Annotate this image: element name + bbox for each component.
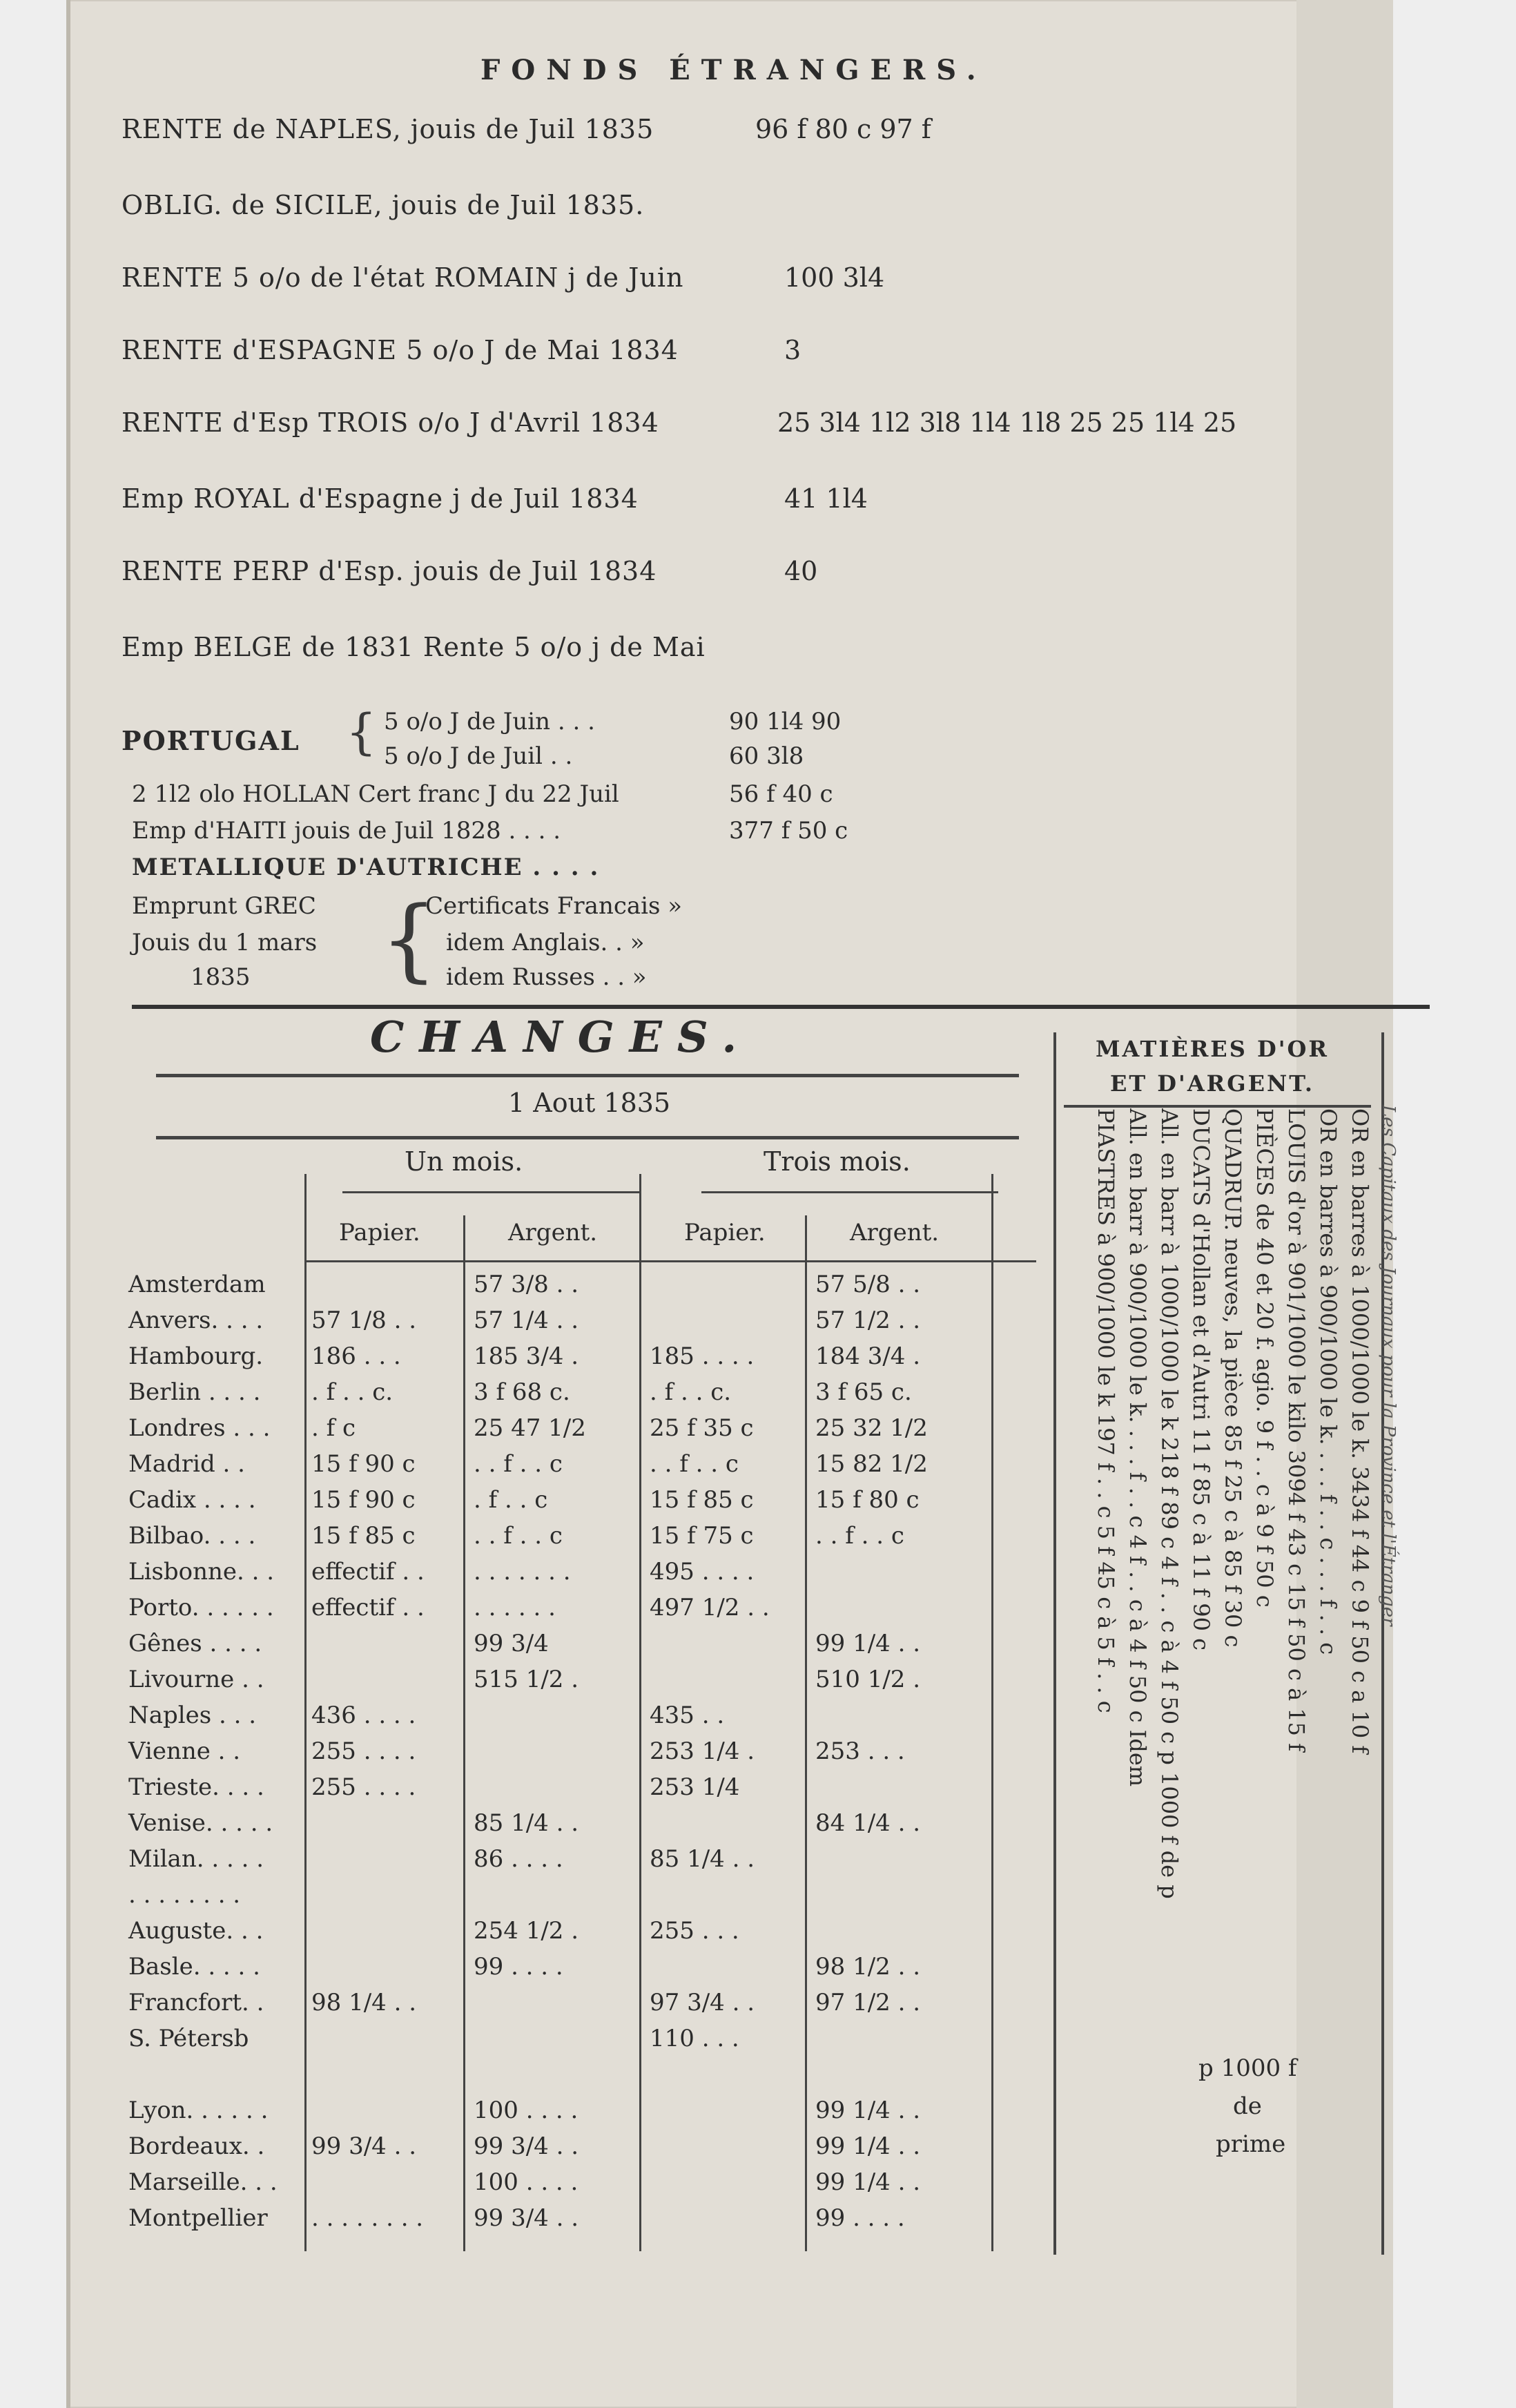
rate-cell: . . f . . c	[650, 1450, 739, 1478]
col-head-argent-1: Argent.	[508, 1219, 598, 1246]
rate-cell: 110 . . .	[650, 2025, 739, 2052]
portugal-label: PORTUGAL	[122, 725, 300, 756]
group-rule	[342, 1191, 639, 1193]
fe-label: RENTE PERP d'Esp. jouis de Juil 1834	[122, 556, 657, 586]
rate-cell: 15 f 90 c	[311, 1486, 416, 1514]
rate-cell: 57 3/8 . .	[474, 1271, 579, 1298]
matiere-line: QUADRUP. neuves, la pièce 85 f 25 c à 85 f 30 c	[1220, 1108, 1246, 1648]
city-name: Porto. . . . . .	[128, 1594, 274, 1621]
grec-left-1: Emprunt GREC	[132, 892, 316, 920]
rate-cell: . . f . . c	[815, 1522, 904, 1550]
prime-3: prime	[1216, 2130, 1286, 2158]
fe-label: Emp BELGE de 1831 Rente 5 o/o j de Mai	[122, 632, 706, 662]
rate-cell: 495 . . . .	[650, 1558, 755, 1586]
col-head-papier-1: Papier.	[339, 1219, 420, 1246]
grec-right-1: Certificats Francais »	[425, 892, 683, 920]
matiere-line: LOUIS d'or à 901/1000 le kilo 3094 f 43 c 15 f 50 c à 15 f	[1283, 1108, 1310, 1752]
rate-cell: 84 1/4 . .	[815, 1809, 921, 1837]
city-name: Basle. . . . .	[128, 1953, 260, 1981]
city-name: Cadix . . . .	[128, 1486, 256, 1514]
portugal-value-1: 90 1l4 90	[729, 708, 842, 735]
rate-cell: 435 . .	[650, 1702, 725, 1729]
rate-cell: 25 47 1/2	[474, 1414, 586, 1442]
hollan-value: 56 f 40 c	[729, 780, 833, 808]
rate-cell: effectif . .	[311, 1594, 425, 1621]
city-name: Vienne . .	[128, 1737, 241, 1765]
rate-cell: . . . . . . . .	[311, 2204, 424, 2232]
brace-icon: {	[346, 704, 377, 760]
city-name: Amsterdam	[128, 1271, 266, 1298]
fonds-etrangers-title: FONDS ÉTRANGERS.	[480, 54, 987, 86]
rate-cell: 97 1/2 . .	[815, 1989, 921, 2016]
rate-cell: 255 . . . .	[311, 1773, 416, 1801]
matiere-line: PIASTRES à 900/1000 le k 197 f . . c 5 f 45 c à 5 f . . c	[1093, 1108, 1119, 1713]
fe-label: OBLIG. de SICILE, jouis de Juil 1835.	[122, 190, 645, 220]
matiere-line: All. en barr à 1000/1000 le k 218 f 89 c 4 f . . c à 4 f 50 c p 1000 f de p	[1156, 1108, 1183, 1899]
rate-cell: 15 f 85 c	[311, 1522, 416, 1550]
matiere-line: All. en barr à 900/1000 le k. . . . f . . c 4 f . . c à 4 f 50 c Idem	[1125, 1108, 1151, 1787]
rate-cell: 510 1/2 .	[815, 1666, 921, 1693]
header-rule	[304, 1260, 1036, 1262]
rate-cell: 15 82 1/2	[815, 1450, 928, 1478]
rate-cell: 185 . . . .	[650, 1342, 755, 1370]
col-divider	[639, 1174, 641, 2251]
rate-cell: 98 1/4 . .	[311, 1989, 417, 2016]
rate-cell: 99 3/4 . .	[474, 2132, 579, 2160]
changes-date: 1 Aout 1835	[508, 1088, 671, 1118]
col-divider	[304, 1174, 307, 2251]
city-name: Anvers. . . .	[128, 1307, 264, 1334]
rate-cell: 57 1/2 . .	[815, 1307, 921, 1334]
portugal-value-2: 60 3l8	[729, 742, 804, 770]
city-name: Bilbao. . . .	[128, 1522, 256, 1550]
fe-value: 25 3l4 1l2 3l8 1l4 1l8 25 25 1l4 25	[777, 407, 1237, 438]
rate-cell: 99 3/4 . .	[311, 2132, 417, 2160]
fe-value: 100 3l4	[784, 262, 885, 293]
matiere-line: OR en barres à 1000/1000 le k. 3434 f 44 c 9 f 50 c a 10 f	[1347, 1108, 1373, 1754]
city-name: Hambourg.	[128, 1342, 264, 1370]
fe-row-perp	[122, 556, 818, 586]
fe-row-royal	[122, 483, 868, 514]
rate-cell: 99 1/4 . .	[815, 2168, 921, 2196]
changes-rule-top	[156, 1074, 1019, 1077]
col-head-papier-2: Papier.	[684, 1219, 766, 1246]
matieres-title-2: ET D'ARGENT.	[1109, 1070, 1315, 1097]
city-name: S. Pétersb	[128, 2025, 249, 2052]
city-name: Gênes . . . .	[128, 1630, 262, 1657]
fe-row-naples	[122, 114, 931, 144]
portugal-line-1: 5 o/o J de Juin . . .	[384, 708, 595, 735]
group-un-mois: Un mois.	[405, 1146, 523, 1177]
rate-cell: 515 1/2 .	[474, 1666, 579, 1693]
rate-cell: 15 f 90 c	[311, 1450, 416, 1478]
city-name: Lyon. . . . . .	[128, 2097, 269, 2124]
col-divider	[991, 1174, 993, 2251]
city-name: Madrid . .	[128, 1450, 245, 1478]
city-name: Londres . . .	[128, 1414, 271, 1442]
matiere-line: PIÈCES de 40 et 20 f. agio. 9 f . . c à 9 f 50 c	[1252, 1108, 1278, 1608]
rate-cell: 185 3/4 .	[474, 1342, 579, 1370]
fe-row-sicile	[122, 190, 644, 220]
prime-1: p 1000 f	[1198, 2054, 1297, 2082]
city-name: Trieste. . . .	[128, 1773, 264, 1801]
prime-2: de	[1233, 2092, 1262, 2120]
autriche-label: METALLIQUE D'AUTRICHE . . . .	[132, 854, 600, 881]
fe-label: RENTE de NAPLES, jouis de Juil 1835	[122, 114, 654, 144]
rate-cell: 57 1/4 . .	[474, 1307, 579, 1334]
rate-cell: . . . . . . .	[474, 1558, 571, 1586]
grec-right-2: idem Anglais. . »	[446, 929, 645, 956]
rate-cell: 255 . . . .	[311, 1737, 416, 1765]
rate-cell: 57 5/8 . .	[815, 1271, 921, 1298]
rate-cell: 3 f 65 c.	[815, 1378, 912, 1406]
fe-row-esp-trois	[122, 407, 1237, 438]
city-name: Marseille. . .	[128, 2168, 278, 2196]
rate-cell: 186 . . .	[311, 1342, 401, 1370]
rate-cell: 99 3/4 . .	[474, 2204, 579, 2232]
fe-label: Emp ROYAL d'Espagne j de Juil 1834	[122, 483, 639, 514]
rate-cell: 85 1/4 . .	[474, 1809, 579, 1837]
rate-cell: 497 1/2 . .	[650, 1594, 770, 1621]
newspaper-page	[66, 0, 1399, 2408]
rate-cell: 99 1/4 . .	[815, 1630, 921, 1657]
grec-right-3: idem Russes . . »	[446, 963, 647, 991]
matieres-title-1: MATIÈRES D'OR	[1096, 1036, 1329, 1062]
fe-row-espagne	[122, 335, 801, 365]
rate-cell: 100 . . . .	[474, 2168, 579, 2196]
city-name: Lisbonne. . .	[128, 1558, 275, 1586]
rate-cell: 85 1/4 . .	[650, 1845, 755, 1873]
fe-row-romain	[122, 262, 885, 293]
rate-cell: 253 1/4	[650, 1773, 740, 1801]
fe-value: 96 f 80 c 97 f	[755, 114, 931, 144]
hollan-label: 2 1l2 olo HOLLAN Cert franc J du 22 Juil	[132, 780, 619, 808]
rate-cell: 99 3/4	[474, 1630, 549, 1657]
rate-cell: . . f . . c	[474, 1522, 563, 1550]
grec-left-3: 1835	[191, 963, 251, 991]
col-divider	[463, 1215, 465, 2251]
fe-value: 40	[784, 556, 818, 586]
rate-cell: 255 . . .	[650, 1917, 739, 1945]
city-name: Montpellier	[128, 2204, 268, 2232]
fe-row-belge	[122, 632, 706, 662]
rate-cell: 436 . . . .	[311, 1702, 416, 1729]
city-name: . . . . . . . .	[128, 1881, 241, 1909]
group-trois-mois: Trois mois.	[764, 1146, 911, 1177]
rate-cell: 3 f 68 c.	[474, 1378, 570, 1406]
rate-cell: . f c	[311, 1414, 356, 1442]
rate-cell: 86 . . . .	[474, 1845, 563, 1873]
fe-label: RENTE d'ESPAGNE 5 o/o J de Mai 1834	[122, 335, 679, 365]
portugal-line-2: 5 o/o J de Juil . .	[384, 742, 573, 770]
rate-cell: . f . . c	[474, 1486, 548, 1514]
matieres-rule	[1064, 1105, 1371, 1108]
haiti-value: 377 f 50 c	[729, 817, 848, 845]
rate-cell: 57 1/8 . .	[311, 1307, 417, 1334]
rate-cell: 99 . . . .	[474, 1953, 563, 1981]
matiere-line: DUCATS d'Hollan et d'Autri 11 f 85 c à 11 f 90 c	[1188, 1108, 1214, 1651]
section-rule	[132, 1005, 1430, 1009]
rate-cell: . . f . . c	[474, 1450, 563, 1478]
rate-cell: 253 . . .	[815, 1737, 905, 1765]
rate-cell: 98 1/2 . .	[815, 1953, 921, 1981]
fe-label: RENTE d'Esp TROIS o/o J d'Avril 1834	[122, 407, 659, 438]
city-name: Francfort. .	[128, 1989, 264, 2016]
rate-cell: . f . . c.	[650, 1378, 732, 1406]
city-name: Bordeaux. .	[128, 2132, 265, 2160]
page-edge	[66, 0, 70, 2408]
rate-cell: 97 3/4 . .	[650, 1989, 755, 2016]
rate-cell: 15 f 85 c	[650, 1486, 754, 1514]
col-divider	[805, 1215, 807, 2251]
group-rule	[701, 1191, 998, 1193]
fe-value: 41 1l4	[784, 483, 868, 514]
rate-cell: 100 . . . .	[474, 2097, 579, 2124]
matiere-line: OR en barres à 900/1000 le k. . . . f . . c . . . f . . c	[1315, 1108, 1341, 1655]
col-head-argent-2: Argent.	[850, 1219, 940, 1246]
city-name: Venise. . . . .	[128, 1809, 273, 1837]
city-name: Berlin . . . .	[128, 1378, 261, 1406]
changes-title: CHANGES.	[370, 1012, 752, 1062]
city-name: Livourne . .	[128, 1666, 264, 1693]
side-note: Les Capitaux des Journaux pour la Province et l'Étranger	[1378, 1105, 1399, 1626]
rate-cell: 99 1/4 . .	[815, 2132, 921, 2160]
rate-cell: 184 3/4 .	[815, 1342, 921, 1370]
rate-cell: 254 1/2 .	[474, 1917, 579, 1945]
fe-label: RENTE 5 o/o de l'état ROMAIN j de Juin	[122, 262, 684, 293]
rate-cell: 15 f 75 c	[650, 1522, 754, 1550]
changes-rule-date	[156, 1136, 1019, 1139]
rate-cell: 15 f 80 c	[815, 1486, 920, 1514]
rate-cell: 25 32 1/2	[815, 1414, 928, 1442]
rate-cell: effectif . .	[311, 1558, 425, 1586]
rate-cell: . f . . c.	[311, 1378, 393, 1406]
city-name: Auguste. . .	[128, 1917, 264, 1945]
city-name: Naples . . .	[128, 1702, 257, 1729]
brace-icon: {	[380, 887, 438, 992]
fe-value: 3	[784, 335, 801, 365]
rate-cell: 25 f 35 c	[650, 1414, 754, 1442]
haiti-label: Emp d'HAITI jouis de Juil 1828 . . . .	[132, 817, 561, 845]
rate-cell: . . . . . .	[474, 1594, 556, 1621]
city-name: Milan. . . . .	[128, 1845, 264, 1873]
rate-cell: 99 1/4 . .	[815, 2097, 921, 2124]
grec-left-2: Jouis du 1 mars	[132, 929, 318, 956]
rate-cell: 99 . . . .	[815, 2204, 905, 2232]
rate-cell: 253 1/4 .	[650, 1737, 755, 1765]
matieres-divider	[1053, 1032, 1056, 2255]
